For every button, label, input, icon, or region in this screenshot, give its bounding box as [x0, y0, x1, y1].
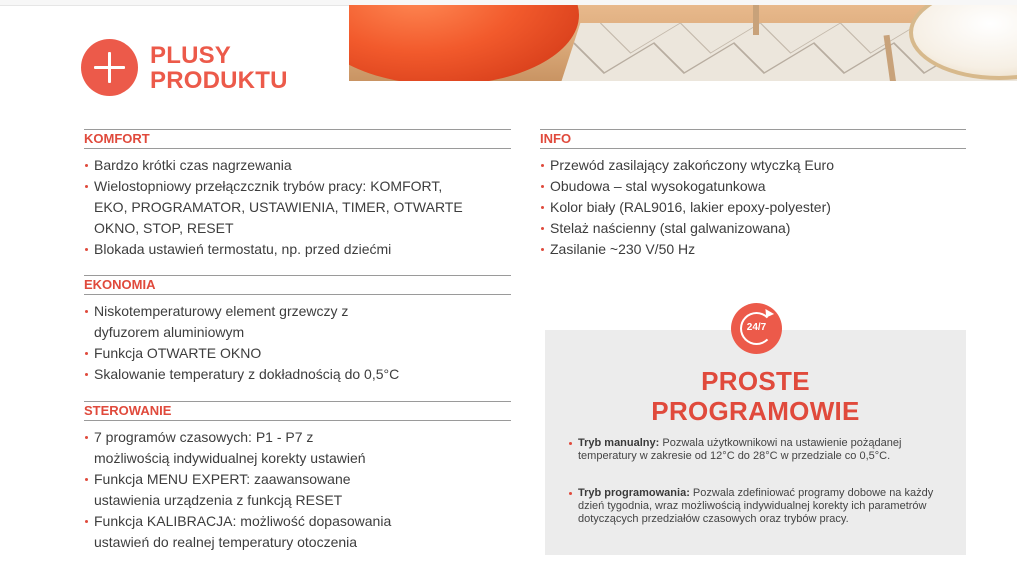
programming-title-line-1: PROSTE [701, 366, 810, 396]
list-item: Niskotemperaturowy element grzewczy z dyfuzorem aluminiowym [84, 301, 511, 343]
section-list [84, 427, 511, 553]
list-item: Funkcja MENU EXPERT: zaawansowane ustawienia urządzenia z funkcją RESET [84, 469, 511, 511]
list-item: Bardzo krótki czas nagrzewania [84, 155, 511, 176]
list-item: Kolor biały (RAL9016, lakier epoxy-polyester) [540, 197, 966, 218]
badge-label: 24/7 [746, 322, 767, 333]
section-list [540, 155, 966, 260]
section-title: INFO [540, 129, 966, 149]
list-item: Stelaż naścienny (stal galwanizowana) [540, 218, 966, 239]
section-info [540, 129, 966, 260]
section-list [84, 301, 511, 385]
title-line-1: PLUSY [150, 42, 232, 69]
program-mode-description [570, 487, 946, 526]
programming-title [545, 366, 966, 426]
section-ekonomia [84, 275, 511, 385]
page-title [150, 43, 340, 93]
program-mode-label: Tryb programowania: [578, 487, 690, 499]
product-photo [349, 5, 1017, 81]
manual-mode-text: Pozwala użytkownikowi na ustawienie pożądanej temperatury w zakresie od 12°C do 28°C w przedziale co 0,5°C. [578, 437, 902, 462]
program-mode-text: Pozwala zdefiniować programy dobowe na każdy dzień tygodnia, wraz możliwością indywidualnej korekty ich parametrów dotyczących przedziałów czasowych oraz trybów pracy. [578, 487, 934, 525]
plus-icon [81, 39, 138, 96]
list-item: Skalowanie temperatury z dokładnością do 0,5°C [84, 364, 511, 385]
programming-title-line-2: PROGRAMOWIE [651, 396, 860, 426]
list-item: Przewód zasilający zakończony wtyczką Euro [540, 155, 966, 176]
list-item: Funkcja OTWARTE OKNO [84, 343, 511, 364]
list-item: Wielostopniowy przełączcznik trybów pracy: KOMFORT, EKO, PROGRAMATOR, USTAWIENIA, TIMER, OTWARTE OKNO, STOP, RESET [84, 176, 511, 239]
list-item: Obudowa – stal wysokogatunkowa [540, 176, 966, 197]
title-line-2: PRODUKTU [150, 67, 288, 94]
section-title: KOMFORT [84, 129, 511, 149]
section-sterowanie [84, 401, 511, 553]
manual-mode-description [570, 437, 946, 463]
list-item: Funkcja KALIBRACJA: możliwość dopasowania ustawień do realnej temperatury otoczenia [84, 511, 511, 553]
section-list [84, 155, 511, 260]
section-title: STEROWANIE [84, 401, 511, 421]
list-item: Blokada ustawień termostatu, np. przed dziećmi [84, 239, 511, 260]
list-item: Zasilanie ~230 V/50 Hz [540, 239, 966, 260]
photo-pouf [349, 5, 579, 81]
section-title: EKONOMIA [84, 275, 511, 295]
photo-leg [753, 5, 759, 35]
manual-mode-label: Tryb manualny: [578, 437, 660, 449]
clock-24-7-icon [731, 303, 782, 354]
list-item: 7 programów czasowych: P1 - P7 z możliwością indywidualnej korekty ustawień [84, 427, 511, 469]
section-komfort [84, 129, 511, 260]
